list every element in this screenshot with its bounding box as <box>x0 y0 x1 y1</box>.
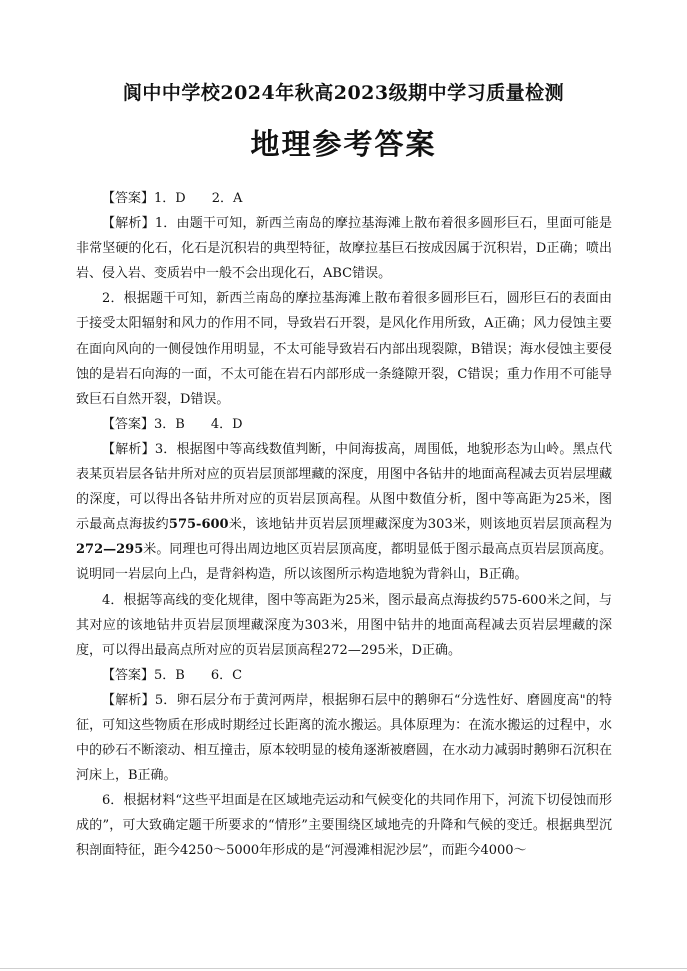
explanation-q3 <box>76 437 612 588</box>
explanation-q6: 6．根据材料“这些平坦面是在区域地壳运动和气候变化的共同作用下，河流下切侵蚀而形成的”，可大致确定题干所要求的“情形”主要围绕区域地壳的升降和气候的变迁。根据典型沉积剖面特征，距今4250～5000年形成的是“河漫滩相泥沙层”，而距今4000～ <box>76 793 612 859</box>
explanation-q1: 【解析】1．由题干可知，新西兰南岛的摩拉基海滩上散布着很多圆形巨石，里面可能是非常坚硬的化石，化石是沉积岩的典型特征，故摩拉基巨石按成因属于沉积岩，D正确；喷出岩、侵入岩、变质岩中一般不会出现化石，ABC错误。 <box>76 216 612 282</box>
explanation-q3-part-d: 米。同理也可得出周边地区页岩层顶高度，都明显低于图示最高点页岩层顶高度。说明同一岩层向上凸，是背斜构造，所以该图所示构造地貌为背斜山，B正确。 <box>76 542 612 583</box>
explanation-q3-part-a: 【解析】3．根据图中等高线数值判断，中间海拔高，周围低，地貌形态为山岭。黑点代表某页岩层各钻井所对应的页岩层顶部埋藏的深度，用图中各钻井的地面高程减去页岩层埋藏的深度，可以得出各钻井所对应的页岩层顶高程。从图中数值分析，图中等高距为25米，图示最高点海拔约 <box>76 441 612 533</box>
answer-line-5-6: 【答案】5．B 6．C <box>102 667 243 683</box>
explanation-q5: 【解析】5．卵石层分布于黄河两岸，根据卵石层中的鹅卵石“分选性好、磨圆度高"的特征，可知这些物质在形成时期经过长距离的流水搬运。具体原理为：在流水搬运的过程中，水中的砂石不断滚动、相互撞击，原本较明显的棱角逐渐被磨圆，在水动力减弱时鹅卵石沉积在河床上，B正确。 <box>76 692 612 784</box>
explanation-q3-bold-top-elevation: 272—295 <box>76 542 144 558</box>
explanation-q4: 4．根据等高线的变化规律，图中等高距为25米，图示最高点海拔约575-600米之间，与其对应的该地钻井页岩层顶埋藏深度为303米，用图中钻井的地面高程减去页岩层埋藏的深度，可以得出最高点所对应的页岩层顶高程272—295米，D正确。 <box>76 592 612 658</box>
page-bottom-divider <box>0 968 687 969</box>
explanation-q3-part-c: 米，该地钻井页岩层顶埋藏深度为303米，则该地页岩层顶高程为 <box>228 517 612 533</box>
answer-line-1-2: 【答案】1．D 2．A <box>102 191 243 206</box>
answer-line-3-4: 【答案】3．B 4．D <box>102 416 243 432</box>
explanation-q2: 2．根据题干可知，新西兰南岛的摩拉基海滩上散布着很多圆形巨石，圆形巨石的表面由于接受太阳辐射和风力的作用不同，导致岩石开裂，是风化作用所致，A正确；风力侵蚀主要在面向风向的一侧侵蚀作用明显，不太可能导致岩石内部出现裂隙，B错误；海水侵蚀主要侵蚀的是岩石向海的一面，不太可能在岩石内部形成一条缝隙开裂，C错误；重力作用不可能导致巨石自然开裂，D错误。 <box>76 291 612 407</box>
exam-title: 阆中中学校2024年秋高2023级期中学习质量检测 <box>122 82 565 104</box>
explanation-q3-bold-elevation: 575-600 <box>168 517 229 533</box>
answer-key-title: 地理参考答案 <box>250 127 437 161</box>
document-body <box>76 186 612 864</box>
